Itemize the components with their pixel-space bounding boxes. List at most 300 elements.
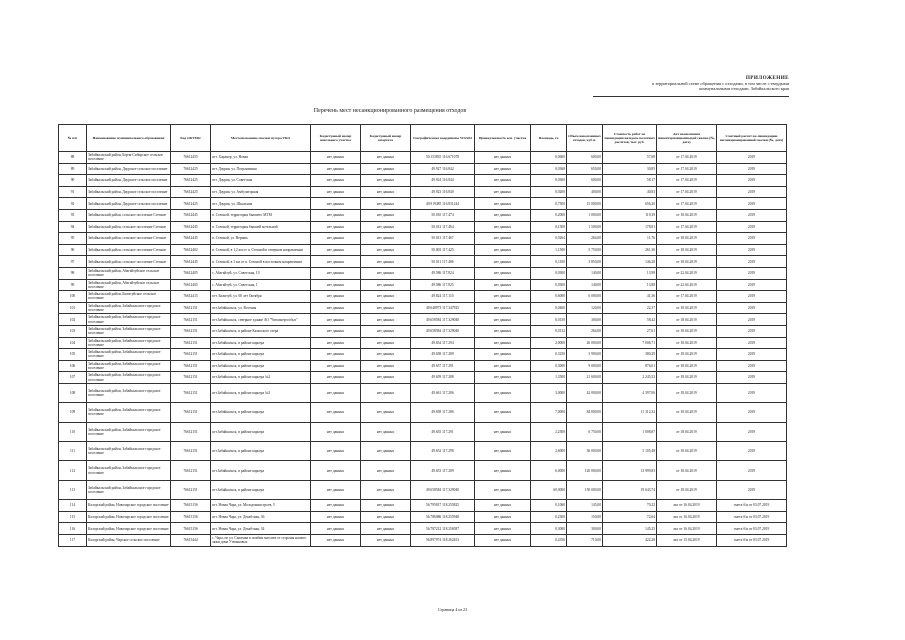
ownership-cell: нет данных <box>475 163 531 175</box>
cost-cell: 57,68 <box>603 152 657 164</box>
estimate-cell: 2019 <box>717 422 787 441</box>
row-number: 93 <box>59 209 87 221</box>
inspection-act-cell: акт от 15.04.2019 <box>657 535 717 547</box>
ownership-cell: нет данных <box>475 349 531 361</box>
ownership-cell: нет данных <box>475 337 531 349</box>
table-header-row <box>59 125 787 152</box>
location-cell: пгт.Забайкальск, в районе Казахского озера <box>211 325 311 337</box>
row-number: 102 <box>59 314 87 326</box>
table-row <box>59 535 787 547</box>
oktmo-cell: 76612425 <box>171 163 211 175</box>
cadastral-block-cell: нет данных <box>361 175 411 187</box>
oktmo-cell: 76615156 <box>171 511 211 523</box>
location-cell: пгт.Забайкальск, северное здание АО "Читаэнергосбыт" <box>211 314 311 326</box>
coordinates-cell: 56.795817 118.255825 <box>411 500 475 512</box>
location-cell: пгт. Билитуй, ул. 60 лет Октября <box>211 291 311 303</box>
cadastral-plot-cell: нет данных <box>311 422 361 441</box>
column-header: Кадастровый номер квартала <box>361 125 411 152</box>
column-header: Акт выполнения инвентаризационныдой свалки (№, дата) <box>657 125 717 152</box>
volume-cell: 300,00 <box>567 314 603 326</box>
table-row <box>59 360 787 372</box>
municipality-cell: Забайкальский район, Забайкальское городское поселение <box>87 442 171 461</box>
cost-cell: 70,22 <box>603 500 657 512</box>
ownership-cell: нет данных <box>475 511 531 523</box>
municipality-cell: Забайкальский район, Забайкальское городское поселение <box>87 360 171 372</box>
coordinates-cell: 50.153835 116.671078 <box>411 152 475 164</box>
area-cell: 0,1100 <box>531 256 567 268</box>
cost-cell: 13,98 <box>603 267 657 279</box>
area-cell: 2,6000 <box>531 442 567 461</box>
volume-cell: 145,00 <box>567 500 603 512</box>
area-cell: 0,0264 <box>531 233 567 245</box>
coordinates-cell: 49.652 117.298 <box>411 442 475 461</box>
cost-cell: 27,61 <box>603 325 657 337</box>
cadastral-plot-cell: нет данных <box>311 256 361 268</box>
municipality-cell: Забайкальский район, Абагайтуйское сельское поселение <box>87 267 171 279</box>
estimate-cell: 2019 <box>717 442 787 461</box>
cadastral-plot-cell: нет данных <box>311 442 361 461</box>
cadastral-plot-cell: нет данных <box>311 337 361 349</box>
volume-cell: 84 000,00 <box>567 403 603 422</box>
municipality-cell: Забайкальский район, Билитуйское сельское поселение <box>87 291 171 303</box>
page-footer: Страница 4 из 23 <box>437 607 468 612</box>
column-header: Стоимость работ по ликвидации на/вдоль полотных расчетов, тыс. руб. <box>603 125 657 152</box>
estimate-cell: 2019 <box>717 480 787 499</box>
row-number: 108 <box>59 383 87 402</box>
cadastral-plot-cell: нет данных <box>311 372 361 384</box>
table-row <box>59 267 787 279</box>
location-cell: п. Степной, в 1,2 км от п. Степной в северном направлении <box>211 244 311 256</box>
cadastral-plot-cell: нет данных <box>311 186 361 198</box>
table-row <box>59 523 787 535</box>
location-cell: пгт. Новая Чара, ул. Декабтная, 36 <box>211 511 311 523</box>
ownership-cell: нет данных <box>475 209 531 221</box>
municipality-cell: Калорский район, Новочарское городское поселение <box>87 523 171 535</box>
estimate-cell: 2019 <box>717 349 787 361</box>
coordinates-cell: 49.658 117.286 <box>411 403 475 422</box>
cadastral-plot-cell: нет данных <box>311 152 361 164</box>
ownership-cell: нет данных <box>475 314 531 326</box>
table-body <box>59 152 787 547</box>
location-cell: п. Степной, ул. Веришь <box>211 233 311 245</box>
volume-cell: 264,00 <box>567 233 603 245</box>
coordinates-cell: 56.787212 118.256587 <box>411 523 475 535</box>
dump-sites-table <box>58 124 787 547</box>
coordinates-cell: 49.661 117.286 <box>411 383 475 402</box>
municipality-cell: Забайкальский район, Даурское сельское поселение <box>87 175 171 187</box>
location-cell: с. Чара, по ул. Сыктыва в ложбин массиве от стороны нашего ляжи дома Утюжковых <box>211 535 311 547</box>
ownership-cell: нет данных <box>475 461 531 480</box>
cadastral-block-cell: нет данных <box>361 209 411 221</box>
estimate-cell: смета б/н от 03.07.2019 <box>717 500 787 512</box>
volume-cell: 3 850,00 <box>567 256 603 268</box>
coordinates-cell: 50.002 117.425 <box>411 244 475 256</box>
municipality-cell: Калорский район, Чарское сельское поселение <box>87 535 171 547</box>
cadastral-plot-cell: нет данных <box>311 291 361 303</box>
row-number: 103 <box>59 325 87 337</box>
estimate-cell: 2019 <box>717 233 787 245</box>
area-cell: 0,7500 <box>531 198 567 210</box>
table-row <box>59 279 787 291</box>
ownership-cell: нет данных <box>475 256 531 268</box>
oktmo-cell: 76615156 <box>171 523 211 535</box>
location-cell: пгт.Забайкальск, в районе карьера <box>211 337 311 349</box>
table-row <box>59 372 787 384</box>
row-number: 96 <box>59 244 87 256</box>
estimate-cell: 2019 <box>717 267 787 279</box>
volume-cell: 400,00 <box>567 186 603 198</box>
estimate-cell: 2019 <box>717 163 787 175</box>
cadastral-block-cell: нет данных <box>361 152 411 164</box>
cadastral-block-cell: нет данных <box>361 256 411 268</box>
municipality-cell: Забайкальский район, Борзя-Сибирское сельское поселение <box>87 152 171 164</box>
column-header: Географические координаты WGS84 <box>411 125 475 152</box>
column-header: Код ОКТМО <box>171 125 211 152</box>
location-cell: пгт. Даурия, ул. Школьная <box>211 198 311 210</box>
cadastral-block-cell: нет данных <box>361 360 411 372</box>
row-number: 110 <box>59 422 87 441</box>
area-cell: 0,1060 <box>531 500 567 512</box>
cadastral-block-cell: нет данных <box>361 500 411 512</box>
coordinates-cell: 50.011 117.486 <box>411 256 475 268</box>
volume-cell: 650,00 <box>567 163 603 175</box>
municipality-cell: Забайкальский район, Забайкальское городское поселение <box>87 372 171 384</box>
oktmo-cell: 76612151 <box>171 325 211 337</box>
oktmo-cell: 76612151 <box>171 383 211 402</box>
inspection-act-cell: от 18.04.2019 <box>657 461 717 480</box>
estimate-cell: 2019 <box>717 279 787 291</box>
location-cell: пгт.Забайкальск, в районе карьера <box>211 480 311 499</box>
volume-cell: 6 000,00 <box>567 291 603 303</box>
area-cell: 0,6000 <box>531 291 567 303</box>
estimate-cell: 2019 <box>717 175 787 187</box>
inspection-act-cell: от 17.04.2019 <box>657 198 717 210</box>
oktmo-cell: 76612455 <box>171 152 211 164</box>
cadastral-block-cell: нет данных <box>361 403 411 422</box>
volume-cell: 21 600,00 <box>567 372 603 384</box>
row-number: 117 <box>59 535 87 547</box>
cadastral-plot-cell: нет данных <box>311 383 361 402</box>
coordinates-cell: 49.658584 117.329040 <box>411 480 475 499</box>
cadastral-plot-cell: нет данных <box>311 480 361 499</box>
table-row <box>59 175 787 187</box>
volume-cell: 26 000,00 <box>567 337 603 349</box>
coordinates-cell: 49.657 117.291 <box>411 360 475 372</box>
oktmo-cell: 76612415 <box>171 291 211 303</box>
volume-cell: 36 000,00 <box>567 442 603 461</box>
table-row <box>59 186 787 198</box>
location-cell: пгт.Забайкальск, в районе карьера <box>211 422 311 441</box>
estimate-cell: 2019 <box>717 152 787 164</box>
cost-cell: 1 008,87 <box>603 422 657 441</box>
cadastral-block-cell: нет данных <box>361 221 411 233</box>
coordinates-cell: 49.919485 116.831244 <box>411 198 475 210</box>
table-row <box>59 480 787 499</box>
location-cell: пгт.Забайкальск, в районе карьера <box>211 349 311 361</box>
cadastral-block-cell: нет данных <box>361 372 411 384</box>
ownership-cell: нет данных <box>475 175 531 187</box>
row-number: 99 <box>59 279 87 291</box>
table-row <box>59 233 787 245</box>
area-cell: 0,0368 <box>531 163 567 175</box>
cost-cell: 4 397,06 <box>603 383 657 402</box>
coordinates-cell: 49.655 117.291 <box>411 422 475 441</box>
cadastral-plot-cell: нет данных <box>311 360 361 372</box>
municipality-cell: Забайкальский район, Забайкальское городское поселение <box>87 383 171 402</box>
cost-cell: 11 312,32 <box>603 403 657 422</box>
table-row <box>59 422 787 441</box>
volume-cell: 1 500,00 <box>567 221 603 233</box>
location-cell: пгт.Забайкальск, в районе карьера №3 <box>211 383 311 402</box>
inspection-act-cell: от 22.04.2019 <box>657 267 717 279</box>
cost-cell: 40,83 <box>603 186 657 198</box>
oktmo-cell: 76612425 <box>171 198 211 210</box>
ownership-cell: нет данных <box>475 325 531 337</box>
volume-cell: 120 000,00 <box>567 461 603 480</box>
volume-cell: 300,00 <box>567 523 603 535</box>
area-cell: 0,4356 <box>531 535 567 547</box>
area-cell: 0,0600 <box>531 152 567 164</box>
ownership-cell: нет данных <box>475 442 531 461</box>
cadastral-block-cell: нет данных <box>361 291 411 303</box>
cost-cell: 58,42 <box>603 314 657 326</box>
cadastral-plot-cell: нет данных <box>311 314 361 326</box>
oktmo-cell: 76612151 <box>171 442 211 461</box>
oktmo-cell: 76612445 <box>171 256 211 268</box>
ownership-cell: нет данных <box>475 422 531 441</box>
estimate-cell: 2019 <box>717 360 787 372</box>
inspection-act-cell: от 17.04.2019 <box>657 186 717 198</box>
area-cell: 3,0000 <box>531 383 567 402</box>
ownership-cell: нет данных <box>475 480 531 499</box>
cadastral-plot-cell: нет данных <box>311 175 361 187</box>
municipality-cell: Забайкальский район, Даурское сельское поселение <box>87 198 171 210</box>
cost-cell: 13 999,83 <box>603 461 657 480</box>
column-header: Сметный расчет на ликвидацию несанкционированной свалки (№, дата) <box>717 125 787 152</box>
volume-cell: 5 750,00 <box>567 244 603 256</box>
ownership-cell: нет данных <box>475 221 531 233</box>
inspection-act-cell: от 18.04.2019 <box>657 244 717 256</box>
volume-cell: 9 000,00 <box>567 360 603 372</box>
row-number: 106 <box>59 360 87 372</box>
area-cell: 0,0300 <box>531 175 567 187</box>
location-cell: пгт. Новая Чара, ул. Молодежинстроев, 5 <box>211 500 311 512</box>
cadastral-plot-cell: нет данных <box>311 349 361 361</box>
volume-cell: 15 000,00 <box>567 198 603 210</box>
ownership-cell: нет данных <box>475 186 531 198</box>
coordinates-cell: 49.658 117.289 <box>411 349 475 361</box>
estimate-cell: 2019 <box>717 209 787 221</box>
cadastral-plot-cell: нет данных <box>311 325 361 337</box>
volume-cell: 600,00 <box>567 152 603 164</box>
inspection-act-cell: от 18.04.2019 <box>657 349 717 361</box>
ownership-cell: нет данных <box>475 279 531 291</box>
volume-cell: 600,00 <box>567 175 603 187</box>
cost-cell: 876,01 <box>603 360 657 372</box>
municipality-cell: Забайкальский район, Забайкальское городское поселение <box>87 480 171 499</box>
inspection-act-cell: от 18.04.2019 <box>657 480 717 499</box>
ownership-cell: нет данных <box>475 152 531 164</box>
coordinates-cell: 49.923 116.840 <box>411 186 475 198</box>
municipality-cell: Забайкальский район, Абагайтуйское сельское поселение <box>87 279 171 291</box>
cost-cell: 261,36 <box>603 244 657 256</box>
cadastral-plot-cell: нет данных <box>311 461 361 480</box>
oktmo-cell: 76615156 <box>171 500 211 512</box>
inspection-act-cell: от 18.04.2019 <box>657 403 717 422</box>
coordinates-cell: 49.659 117.288 <box>411 372 475 384</box>
area-cell: 0,0300 <box>531 267 567 279</box>
area-cell: 0,0300 <box>531 279 567 291</box>
oktmo-cell: 76612402 <box>171 244 211 256</box>
municipality-cell: Забайкальский район, сельское поселение Степное <box>87 244 171 256</box>
coordinates-cell: 50.012 117.464 <box>411 221 475 233</box>
row-number: 105 <box>59 349 87 361</box>
row-number: 104 <box>59 337 87 349</box>
oktmo-cell: 76612151 <box>171 314 211 326</box>
ownership-cell: нет данных <box>475 291 531 303</box>
cadastral-block-cell: нет данных <box>361 267 411 279</box>
municipality-cell: Калорский район, Новочарское городское поселение <box>87 511 171 523</box>
cadastral-block-cell: нет данных <box>361 325 411 337</box>
volume-cell: 1 000,00 <box>567 209 603 221</box>
row-number: 107 <box>59 372 87 384</box>
table-row <box>59 291 787 303</box>
oktmo-cell: 76612151 <box>171 372 211 384</box>
ownership-cell: нет данных <box>475 302 531 314</box>
row-number: 111 <box>59 442 87 461</box>
inspection-act-cell: от 18.04.2019 <box>657 209 717 221</box>
cost-cell: 119,39 <box>603 209 657 221</box>
location-cell: пгт.Забайкальск, в районе карьера <box>211 403 311 422</box>
cadastral-block-cell: нет данных <box>361 186 411 198</box>
table-row <box>59 383 787 402</box>
cadastral-plot-cell: нет данных <box>311 302 361 314</box>
area-cell: 6,0000 <box>531 461 567 480</box>
inspection-act-cell: от 18.04.2019 <box>657 422 717 441</box>
location-cell: пгт.Забайкальск, в районе карьера <box>211 360 311 372</box>
volume-cell: 6 750,00 <box>567 422 603 441</box>
location-cell: пгт.Забайкальск, ул. Восеная <box>211 302 311 314</box>
oktmo-cell: 76612445 <box>171 233 211 245</box>
estimate-cell: смета б/н от 03.07.2019 <box>717 535 787 547</box>
table-row <box>59 442 787 461</box>
table-row <box>59 198 787 210</box>
oktmo-cell: 76612151 <box>171 337 211 349</box>
inspection-act-cell: от 18.04.2019 <box>657 372 717 384</box>
cadastral-block-cell: нет данных <box>361 422 411 441</box>
coordinates-cell: 49.658584 117.329040 <box>411 314 475 326</box>
cadastral-plot-cell: нет данных <box>311 163 361 175</box>
table-row <box>59 256 787 268</box>
estimate-cell: 2019 <box>717 291 787 303</box>
cadastral-block-cell: нет данных <box>361 480 411 499</box>
table-row <box>59 302 787 314</box>
inspection-act-cell: от 18.04.2019 <box>657 256 717 268</box>
area-cell: 2,0000 <box>531 337 567 349</box>
cadastral-block-cell: нет данных <box>361 233 411 245</box>
cadastral-block-cell: нет данных <box>361 383 411 402</box>
oktmo-cell: 76612445 <box>171 209 211 221</box>
row-number: 112 <box>59 461 87 480</box>
cadastral-block-cell: нет данных <box>361 511 411 523</box>
cadastral-plot-cell: нет данных <box>311 523 361 535</box>
row-number: 98 <box>59 267 87 279</box>
municipality-cell: Забайкальский район, сельское поселение Степное <box>87 233 171 245</box>
location-cell: пгт.Забайкальск, в районе карьера <box>211 442 311 461</box>
inspection-act-cell: от 22.04.2019 <box>657 279 717 291</box>
coordinates-cell: 50.013 117.467 <box>411 233 475 245</box>
oktmo-cell: 76612425 <box>171 186 211 198</box>
inspection-act-cell: от 17.04.2019 <box>657 152 717 164</box>
table-row <box>59 500 787 512</box>
estimate-cell: 2019 <box>717 221 787 233</box>
oktmo-cell: 76612425 <box>171 175 211 187</box>
location-cell: пгт.Забайкальск, в районе карьера <box>211 461 311 480</box>
cost-cell: 30,85 <box>603 163 657 175</box>
row-number: 115 <box>59 511 87 523</box>
estimate-cell: 2019 <box>717 461 787 480</box>
row-number: 109 <box>59 403 87 422</box>
estimate-cell: 2019 <box>717 302 787 314</box>
coordinates-cell: 49.653 117.289 <box>411 461 475 480</box>
cost-cell: 11,76 <box>603 233 657 245</box>
inspection-act-cell: от 18.04.2019 <box>657 442 717 461</box>
column-header: № п/п <box>59 125 87 152</box>
area-cell: 0,0460 <box>531 302 567 314</box>
municipality-cell: Забайкальский район, Даурское сельское поселение <box>87 186 171 198</box>
volume-cell: 150,00 <box>567 511 603 523</box>
municipality-cell: Забайкальский район, Забайкальское городское поселение <box>87 349 171 361</box>
cadastral-plot-cell: нет данных <box>311 279 361 291</box>
area-cell: 0,2000 <box>531 209 567 221</box>
table-row <box>59 461 787 480</box>
area-cell: 1,1500 <box>531 244 567 256</box>
estimate-cell: 2019 <box>717 383 787 402</box>
cadastral-block-cell: нет данных <box>361 244 411 256</box>
cost-cell: 58,17 <box>603 175 657 187</box>
location-cell: п. Степной, территория бывшей котельной <box>211 221 311 233</box>
estimate-cell: 2019 <box>717 244 787 256</box>
cost-cell: 146,20 <box>603 256 657 268</box>
coordinates-cell: 49.924 116.844 <box>411 175 475 187</box>
inspection-act-cell: от 18.04.2019 <box>657 337 717 349</box>
cost-cell: 380,29 <box>603 349 657 361</box>
ownership-cell: нет данных <box>475 198 531 210</box>
coordinates-cell: 49.648973 117.347925 <box>411 302 475 314</box>
row-number: 114 <box>59 500 87 512</box>
table-row <box>59 403 787 422</box>
column-header: Кадастровый номер земельного участка <box>311 125 361 152</box>
inspection-act-cell: от 17.04.2019 <box>657 163 717 175</box>
area-cell: 0,0150 <box>531 314 567 326</box>
volume-cell: 140,00 <box>567 267 603 279</box>
volume-cell: 150 000,00 <box>567 480 603 499</box>
cadastral-block-cell: нет данных <box>361 535 411 547</box>
oktmo-cell: 76612445 <box>171 221 211 233</box>
municipality-cell: Забайкальский район, Забайкальское городское поселение <box>87 337 171 349</box>
ownership-cell: нет данных <box>475 535 531 547</box>
estimate-cell: 2019 <box>717 186 787 198</box>
inspection-act-cell: от 17.04.2019 <box>657 221 717 233</box>
cost-cell: 41,36 <box>603 291 657 303</box>
row-number: 89 <box>59 163 87 175</box>
appendix-header <box>589 76 789 92</box>
cadastral-plot-cell: нет данных <box>311 535 361 547</box>
ownership-cell: нет данных <box>475 244 531 256</box>
cost-cell: 422,28 <box>603 535 657 547</box>
location-cell: п. Степной, территория бывшего МТМ <box>211 209 311 221</box>
area-cell: 60,0000 <box>531 480 567 499</box>
